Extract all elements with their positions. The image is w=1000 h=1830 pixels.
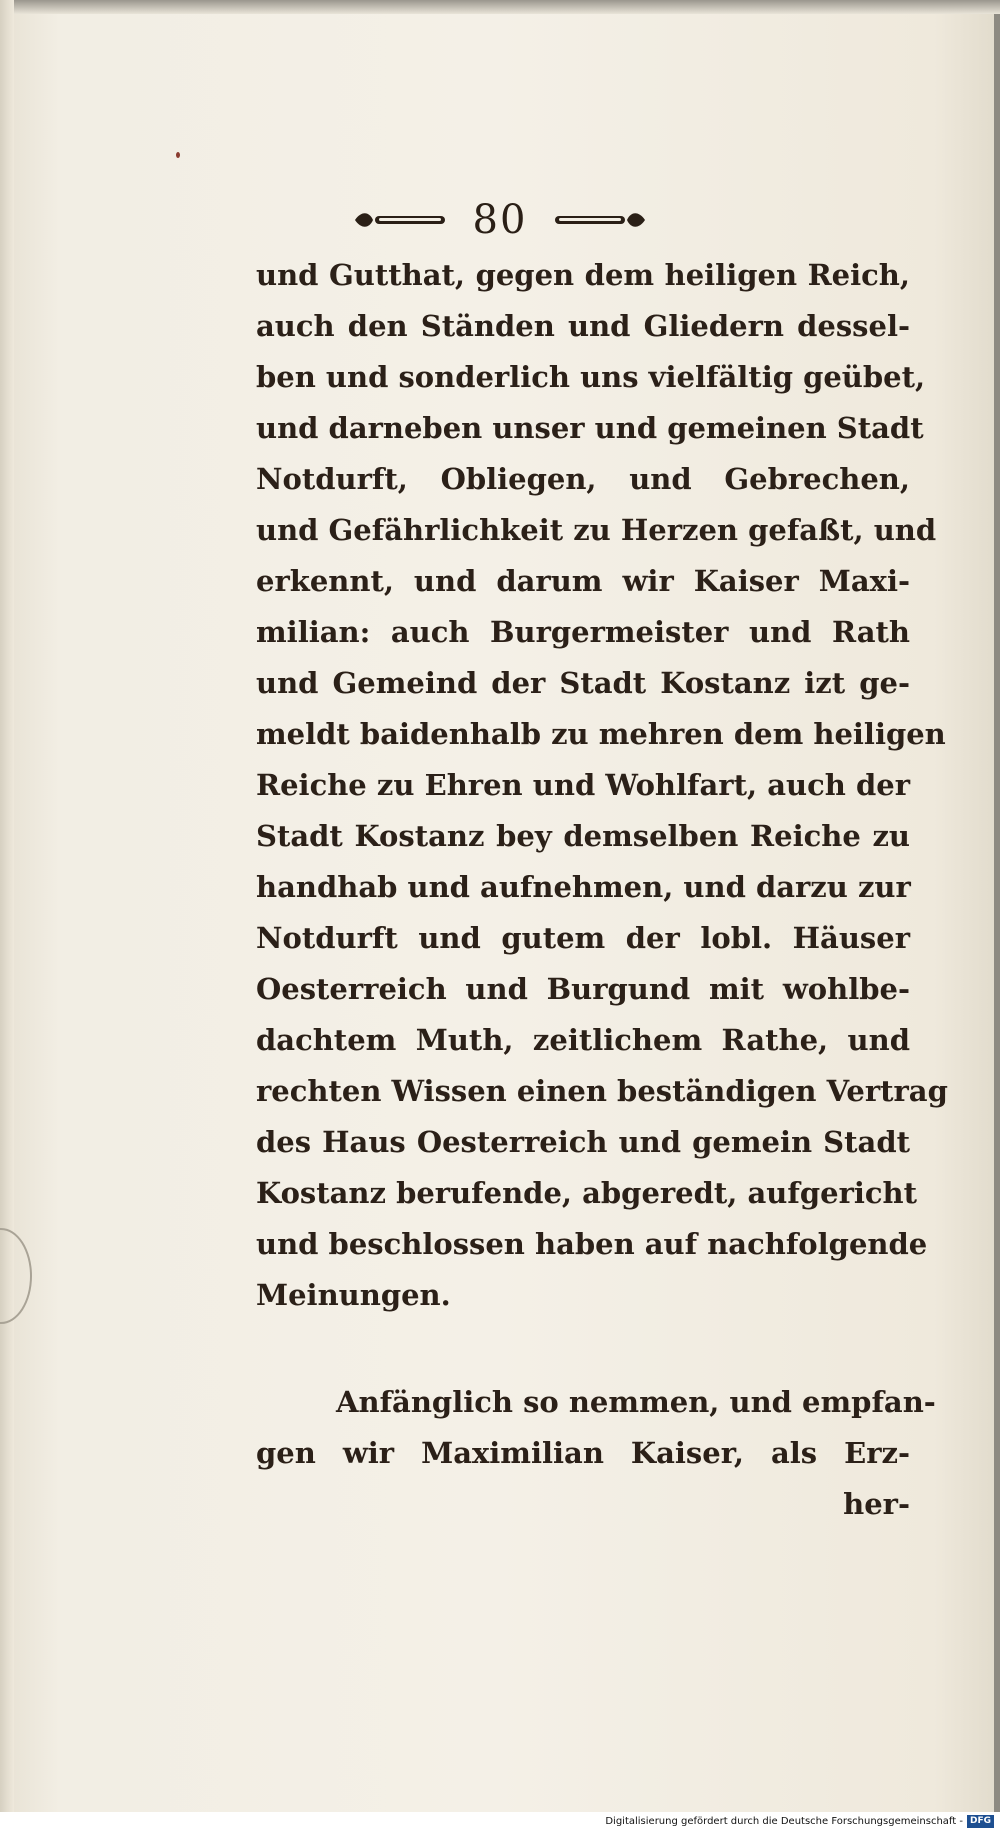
text-line: rechten Wissen einen beständigen Vertrag [256, 1074, 948, 1108]
text-line: gen wir Maximilian Kaiser, als Erz- [256, 1436, 910, 1470]
text-line: milian: auch Burgermeister und Rath [256, 615, 910, 649]
text-line: Meinungen. [256, 1278, 451, 1312]
text-line: ben und sonderlich uns vielfältig geübet, [256, 360, 926, 394]
ink-speck [176, 152, 180, 158]
text-line: und Gutthat, gegen dem heiligen Reich, [256, 258, 910, 292]
body-text [256, 250, 948, 1530]
text-line: erkennt, und darum wir Kaiser Maxi- [256, 564, 910, 598]
digitization-footer [0, 1812, 1000, 1830]
page-number: 80 [472, 197, 528, 243]
left-ornament-icon [351, 207, 451, 233]
text-line: Stadt Kostanz bey demselben Reiche zu [256, 819, 910, 853]
text-line: und Gemeind der Stadt Kostanz izt ge- [256, 666, 910, 700]
footer-credit: Digitalisierung gefördert durch die Deutsche Forschungsgemeinschaft - [605, 1815, 963, 1827]
text-line: und beschlossen haben auf nachfolgende [256, 1227, 928, 1261]
paragraph-gap [256, 1321, 910, 1377]
page-header [0, 192, 1000, 248]
text-line: Notdurft und gutem der lobl. Häuser [256, 921, 910, 955]
dfg-logo: DFG [967, 1815, 994, 1828]
right-ornament-icon [549, 207, 649, 233]
fold-mark [0, 1228, 32, 1324]
text-line: Reiche zu Ehren und Wohlfart, auch der [256, 768, 910, 802]
text-line: Oesterreich und Burgund mit wohlbe- [256, 972, 910, 1006]
page-edge-left [0, 0, 14, 1812]
text-line: Notdurft, Obliegen, und Gebrechen, [256, 462, 910, 496]
catchword: her- [843, 1487, 910, 1521]
text-line: und darneben unser und gemeinen Stadt [256, 411, 924, 445]
text-line: und Gefährlichkeit zu Herzen gefaßt, und [256, 513, 937, 547]
text-line: handhab und aufnehmen, und darzu zur [256, 870, 911, 904]
page-edge-top [0, 0, 1000, 14]
text-line: meldt baidenhalb zu mehren dem heiligen [256, 717, 946, 751]
text-line: auch den Ständen und Gliedern dessel- [256, 309, 910, 343]
text-line: Kostanz berufende, abgeredt, aufgericht [256, 1176, 917, 1210]
text-line: des Haus Oesterreich und gemein Stadt [256, 1125, 910, 1159]
text-line: dachtem Muth, zeitlichem Rathe, und [256, 1023, 910, 1057]
text-line: Anfänglich so nemmen, und empfan- [336, 1385, 936, 1419]
